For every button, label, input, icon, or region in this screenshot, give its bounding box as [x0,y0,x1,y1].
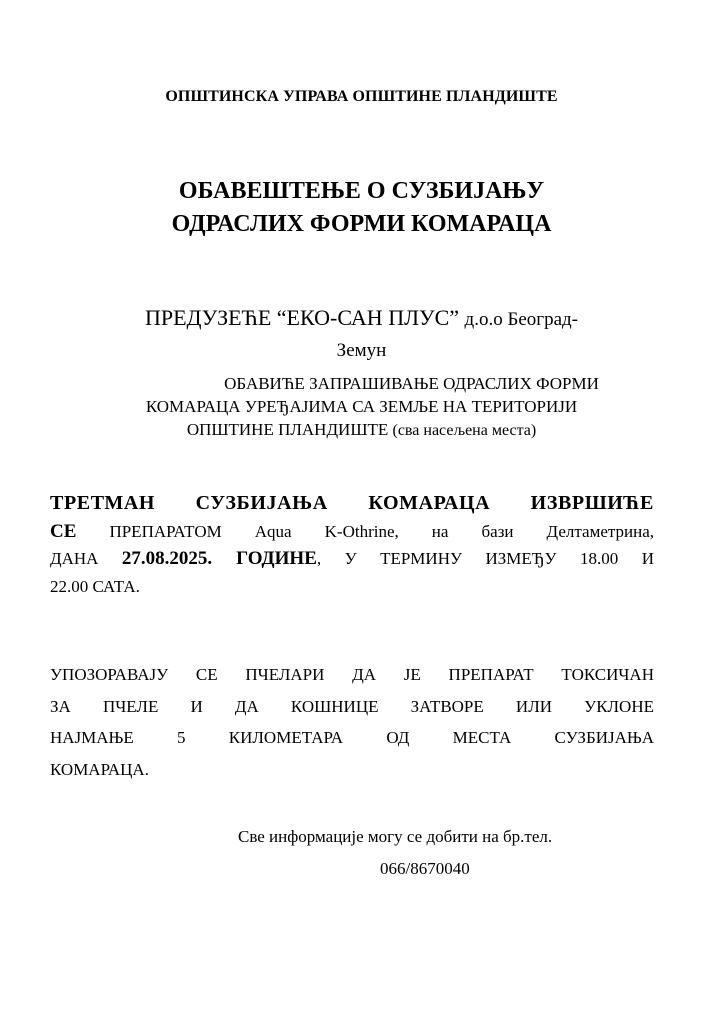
treatment-day-label: ДАНА [50,549,99,568]
company-legal-form: д.о.о Београд- [464,309,579,330]
title-line-1: ОБАВЕШТЕЊЕ О СУЗБИЈАЊУ [178,178,545,204]
company-city: Земун [336,340,387,361]
treatment-line-3 [50,545,654,573]
treatment-time: , У ТЕРМИНУ ИЗМЕЂУ 18.00 И [316,549,655,568]
contact-info [238,821,658,885]
activity-description [60,372,663,442]
activity-line-1: ОБАВИЋЕ ЗАПРАШИВАЊЕ ОДРАСЛИХ ФОРМИ [224,374,599,393]
treatment-line-2 [50,518,654,546]
contact-phone: 066/8670040 [380,859,470,878]
issuer-header: ОПШТИНСКА УПРАВА ОПШТИНЕ ПЛАНДИШТЕ [165,88,558,105]
treatment-paragraph [50,490,654,600]
activity-municipality: ОПШТИНЕ ПЛАНДИШТЕ [186,420,389,439]
company-line-1 [60,302,663,335]
treatment-line-1: ТРЕТМАН СУЗБИЈАЊА КОМАРАЦА ИЗВРШИЋЕ [50,492,654,514]
treatment-se: СЕ [50,520,77,542]
company-name: ПРЕДУЗЕЋЕ “ЕКО-САН ПЛУС” [144,305,460,330]
treatment-product: ПРЕПАРАТОМ Aqua K-Othrine, на бази Делтаметрина, [109,521,654,541]
warning-line-3: НАЈМАЊЕ 5 КИЛОМЕТАРА ОД МЕСТА СУЗБИЈАЊА [50,728,654,747]
activity-line-3 [60,418,663,442]
activity-note: (сва насељена места) [392,422,537,439]
warning-line-2: ЗА ПЧЕЛЕ И ДА КОШНИЦЕ ЗАТВОРЕ ИЛИ УКЛОНЕ [50,696,654,716]
activity-line-2: КОМАРАЦА УРЕЂАЈИМА СА ЗЕМЉЕ НА ТЕРИТОРИЈИ [145,397,578,416]
company-block [60,302,663,366]
treatment-date: 27.08.2025. ГОДИНЕ [121,548,317,569]
warning-line-4: КОМАРАЦА. [50,759,149,779]
treatment-line-4: 22.00 САТА. [50,576,140,596]
beekeeper-warning [50,659,654,785]
warning-line-1: УПОЗОРАВАЈУ СЕ ПЧЕЛАРИ ДА ЈЕ ПРЕПАРАТ ТОКСИЧАН [50,665,654,684]
contact-text: Све информације могу се добити на бр.тел. [238,827,553,846]
title-line-2: ОДРАСЛИХ ФОРМИ КОМАРАЦА [171,211,552,237]
notice-title [0,175,723,241]
